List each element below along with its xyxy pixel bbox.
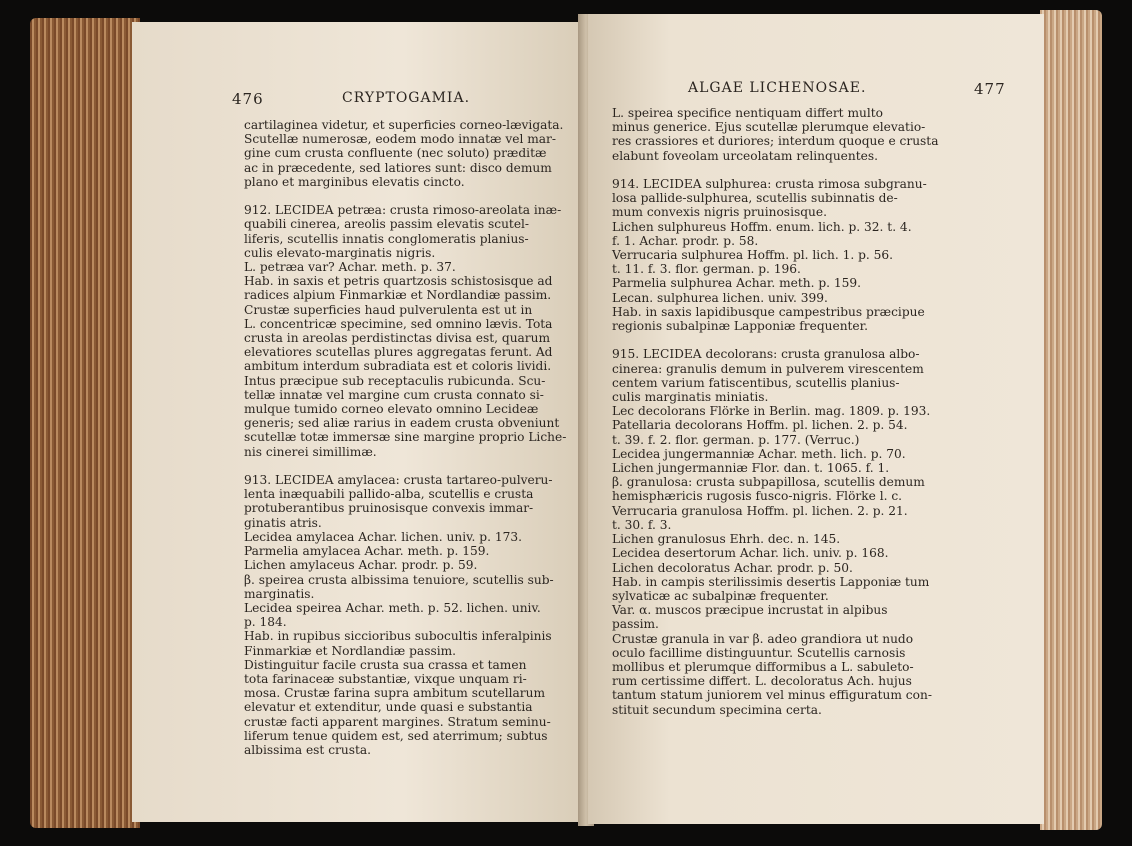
text-line: Parmelia amylacea Achar. meth. p. 159. bbox=[244, 544, 490, 559]
left-page-edges bbox=[30, 18, 140, 828]
text-line: culis elevato-marginatis nigris. bbox=[244, 245, 436, 260]
text-line: crustæ facti apparent margines. Stratum seminu- bbox=[244, 714, 551, 729]
text-line bbox=[612, 163, 938, 177]
text-line: ginatis atris. bbox=[244, 515, 322, 530]
text-line: radices alpium Finmarkiæ et Nordlandiæ passim. bbox=[244, 288, 552, 303]
text-line: 915. LECIDEA decolorans: crusta granulosa albo- bbox=[612, 347, 920, 362]
text-line: regionis subalpinæ Lapponiæ frequenter. bbox=[612, 319, 869, 334]
text-line: Lecidea speirea Achar. meth. p. 52. lichen. univ. bbox=[244, 600, 541, 615]
right-page-text bbox=[612, 106, 938, 717]
text-line: Hab. in rupibus siccioribus subocultis inferalpinis bbox=[244, 629, 552, 644]
text-line: mosa. Crustæ farina supra ambitum scutellarum bbox=[244, 686, 546, 701]
text-line: gine cum crusta confluente (nec soluto) præditæ bbox=[244, 146, 547, 161]
text-line: Scutellæ numerosæ, eodem modo innatæ vel mar- bbox=[244, 132, 556, 147]
text-line: Verrucaria sulphurea Hoffm. pl. lich. 1. p. 56. bbox=[612, 248, 894, 263]
text-line: Finmarkiæ et Nordlandiæ passim. bbox=[244, 643, 457, 658]
text-line: Hab. in saxis et petris quartzosis schistosisque ad bbox=[244, 274, 553, 289]
right-page-edges bbox=[1040, 10, 1102, 830]
text-line: Lichen sulphureus Hoffm. enum. lich. p. 32. t. 4. bbox=[612, 219, 912, 234]
left-running-header bbox=[232, 90, 572, 108]
text-line: Lichen granulosus Ehrh. dec. n. 145. bbox=[612, 532, 841, 547]
text-line: L. concentricæ specimine, sed omnino lævis. Tota bbox=[244, 316, 553, 331]
text-line: Lecidea desertorum Achar. lich. univ. p. 168. bbox=[612, 546, 889, 561]
text-line: ac in præcedente, sed latiores sunt: disco demum bbox=[244, 160, 552, 175]
text-line bbox=[244, 459, 566, 473]
text-line: stituit secundum specimina certa. bbox=[612, 702, 822, 717]
text-line: Lichen decoloratus Achar. prodr. p. 50. bbox=[612, 560, 853, 575]
text-line: crusta in areolas perdistinctas divisa est, quarum bbox=[244, 331, 551, 346]
text-line: p. 184. bbox=[244, 615, 287, 630]
text-line: mum convexis nigris pruinosisque. bbox=[612, 205, 827, 220]
text-line: elevatur et extenditur, unde quasi e substantia bbox=[244, 700, 533, 715]
text-line: albissima est crusta. bbox=[244, 742, 371, 757]
text-line: Hab. in campis sterilissimis desertis Lapponiæ tum bbox=[612, 574, 930, 589]
text-line: protuberantibus pruinosisque convexis immar- bbox=[244, 501, 534, 516]
text-line: minus generice. Ejus scutellæ plerumque elevatio- bbox=[612, 120, 926, 135]
text-line: oculo facillime distinguuntur. Scutellis carnosis bbox=[612, 645, 906, 660]
text-line: culis marginatis miniatis. bbox=[612, 390, 769, 405]
left-page bbox=[132, 22, 584, 822]
text-line: plano et marginibus elevatis cincto. bbox=[244, 174, 465, 189]
text-line: 913. LECIDEA amylacea: crusta tartareo-pulveru- bbox=[244, 473, 553, 488]
text-line: 912. LECIDEA petræa: crusta rimoso-areolata inæ- bbox=[244, 203, 562, 218]
text-line: β. speirea crusta albissima tenuiore, scutellis sub- bbox=[244, 572, 554, 587]
text-line: f. 1. Achar. prodr. p. 58. bbox=[612, 233, 759, 248]
text-line: t. 39. f. 2. flor. german. p. 177. (Verruc.) bbox=[612, 432, 860, 447]
text-line: Crustæ granula in var β. adeo grandiora ut nudo bbox=[612, 631, 914, 646]
text-line: Crustæ superficies haud pulverulenta est ut in bbox=[244, 302, 533, 317]
text-line: Lecidea jungermanniæ Achar. meth. lich. p. 70. bbox=[612, 446, 906, 461]
text-line: tota farinaceæ substantiæ, vixque unquam ri- bbox=[244, 671, 527, 686]
text-line: marginatis. bbox=[244, 586, 315, 601]
text-line: Lec decolorans Flörke in Berlin. mag. 1809. p. 193. bbox=[612, 404, 931, 419]
text-line: mollibus et plerumque difformibus a L. sabuleto- bbox=[612, 659, 914, 674]
text-line: t. 30. f. 3. bbox=[612, 517, 672, 532]
text-line: ambitum interdum subradiata est et coloris lividi. bbox=[244, 359, 552, 374]
text-line: cinerea: granulis demum in pulverem virescentem bbox=[612, 361, 924, 376]
text-line: rum certissime differt. L. decoloratus Ach. hujus bbox=[612, 674, 912, 689]
left-running-head: CRYPTOGAMIA. bbox=[342, 90, 471, 106]
text-line: cartilaginea videtur, et superficies corneo-lævigata. bbox=[244, 118, 564, 132]
text-line: Patellaria decolorans Hoffm. pl. lichen. 2. p. 54. bbox=[612, 418, 908, 433]
text-line: Lichen jungermanniæ Flor. dan. t. 1065. f. 1. bbox=[612, 461, 890, 476]
text-line: 914. LECIDEA sulphurea: crusta rimosa subgranu- bbox=[612, 177, 927, 192]
text-line: passim. bbox=[612, 617, 659, 632]
text-line: L. petræa var? Achar. meth. p. 37. bbox=[244, 260, 456, 275]
text-line: mulque tumido corneo elevato omnino Lecideæ bbox=[244, 402, 539, 417]
text-line: tellæ innatæ vel margine cum crusta connato si- bbox=[244, 387, 544, 402]
text-line: centem varium fatiscentibus, scutellis planius- bbox=[612, 375, 900, 390]
text-line: Var. α. muscos præcipue incrustat in alpibus bbox=[612, 603, 888, 618]
text-line: nis cinerei simillimæ. bbox=[244, 444, 377, 459]
right-running-header bbox=[688, 80, 1028, 96]
text-line: Distinguitur facile crusta sua crassa et tamen bbox=[244, 657, 527, 672]
text-line: sylvaticæ ac subalpinæ frequenter. bbox=[612, 588, 829, 603]
text-line: hemisphæricis rugosis fusco-nigris. Flörke l. c. bbox=[612, 489, 903, 504]
text-line: lenta inæquabili pallido-alba, scutellis e crusta bbox=[244, 487, 534, 502]
text-line bbox=[612, 333, 938, 347]
text-line: t. 11. f. 3. flor. german. p. 196. bbox=[612, 262, 801, 277]
text-line: Hab. in saxis lapidibusque campestribus præcipue bbox=[612, 304, 925, 319]
text-line: elabunt foveolam urceolatam relinquentes. bbox=[612, 148, 878, 163]
text-line: Lichen amylaceus Achar. prodr. p. 59. bbox=[244, 558, 478, 573]
right-page bbox=[588, 14, 1044, 824]
left-page-text bbox=[244, 118, 566, 757]
left-page-number: 476 bbox=[232, 90, 264, 108]
text-line: liferum tenue quidem est, sed aterrimum; subtus bbox=[244, 728, 548, 743]
text-line: Lecan. sulphurea lichen. univ. 399. bbox=[612, 290, 828, 305]
text-line: generis; sed aliæ rarius in eadem crusta obveniunt bbox=[244, 416, 560, 431]
text-line: Lecidea amylacea Achar. lichen. univ. p. 173. bbox=[244, 529, 522, 544]
text-line: res crassiores et duriores; interdum quoque e crusta bbox=[612, 134, 939, 149]
text-line: Verrucaria granulosa Hoffm. pl. lichen. 2. p. 21. bbox=[612, 503, 908, 518]
right-running-head: ALGAE LICHENOSAE. bbox=[688, 80, 867, 96]
text-line: quabili cinerea, areolis passim elevatis scutel- bbox=[244, 217, 530, 232]
text-line: L. speirea specifice nentiquam differt multo bbox=[612, 106, 883, 120]
text-line: Parmelia sulphurea Achar. meth. p. 159. bbox=[612, 276, 862, 291]
text-line: β. granulosa: crusta subpapillosa, scutellis demum bbox=[612, 475, 925, 490]
text-line: losa pallide-sulphurea, scutellis subinnatis de- bbox=[612, 191, 898, 206]
text-line: liferis, scutellis innatis conglomeratis planius- bbox=[244, 231, 529, 246]
right-page-number: 477 bbox=[974, 80, 1006, 98]
text-line: elevatiores scutellas plures aggregatas ferunt. Ad bbox=[244, 345, 553, 360]
text-line: tantum statum juniorem vel minus effiguratum con- bbox=[612, 688, 932, 703]
text-line bbox=[244, 189, 566, 203]
text-line: scutellæ totæ immersæ sine margine proprio Liche- bbox=[244, 430, 567, 445]
text-line: Intus præcipue sub receptaculis rubicunda. Scu- bbox=[244, 373, 546, 388]
